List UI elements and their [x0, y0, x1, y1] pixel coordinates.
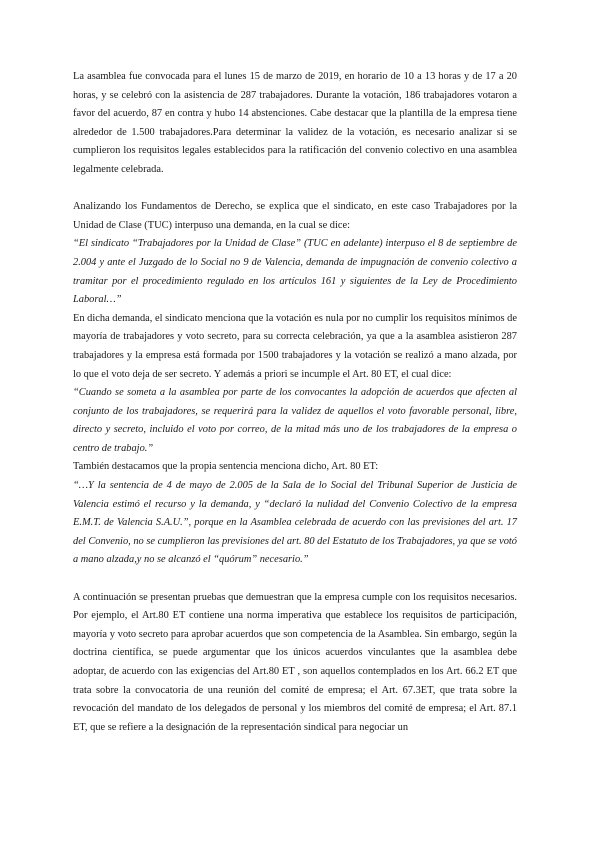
- quote-sentencia-tsj: “…Y la sentencia de 4 de mayo de 2.005 de la Sala de lo Social del Tribunal Superior de Justicia de Valencia estimó el recurso y la demanda, y “declaró la nulidad del Convenio Colectivo de la empresa E.M.T. de Valencia S.A.U.”, porque en la Asamblea celebrada de acuerdo con las previsiones del art. 17 del Convenio, no se cumplieron las previsiones del art. 80 del Estatuto de los Trabajadores, ya que se votó a mano alzada,y no se alcanzó el “quórum” necesario.”: [73, 480, 517, 566]
- paragraph-pruebas-empresa: A continuación se presentan pruebas que demuestran que la empresa cumple con los requisitos necesarios. Por ejemplo, el Art.80 ET contiene una norma imperativa que establece los requisitos de participación, mayoría y voto secreto para aprobar acuerdos que son competencia de la Asamblea. Sin embargo, según la doctrina científica, se puede argumentar que los únicos acuerdos vinculantes que la asamblea debe adoptar, de acuerdo con las exigencias del Art.80 ET , son aquellos contemplados en los Art. 66.2 ET que trata sobre la convocatoria de una reunión del comité de empresa; el Art. 67.3ET, que trata sobre la revocación del mandato de los delegados de personal y los miembros del comité de empresa; el Art. 87.1 ET, que se refiere a la designación de la representación sindical para negociar un: [73, 591, 517, 733]
- quote-art-80-et: “Cuando se someta a la asamblea por parte de los convocantes la adopción de acuerdos que afecten al conjunto de los trabajadores, se requerirá para la validez de aquellos el voto favorable personal, libre, directo y secreto, incluido el voto por correo, de la mitad más uno de los trabajadores de la empresa o centro de trabajo.”: [73, 387, 517, 454]
- paragraph-sentencia-menciona: También destacamos que la propia sentencia menciona dicho, Art. 80 ET:: [73, 461, 379, 473]
- paragraph-spacer: [73, 180, 517, 199]
- quote-demanda-tuc: “El sindicato “Trabajadores por la Unidad de Clase” (TUC en adelante) interpuso el 8 de septiembre de 2.004 y ante el Juzgado de lo Social no 9 de Valencia, demanda de impugnación de convenio colectivo a tramitar por el procedimiento regulado en los artículos 161 y siguientes de la Ley de Procedimiento Laboral…”: [73, 238, 517, 306]
- document-body: [73, 68, 517, 737]
- paragraph-asamblea-votacion: La asamblea fue convocada para el lunes 15 de marzo de 2019, en horario de 10 a 13 horas y de 17 a 20 horas, y se celebró con la asistencia de 287 trabajadores. Durante la votación, 186 trabajadores votaron a favor del acuerdo, 87 en contra y hubo 14 abstenciones. Cabe destacar que la plantilla de la empresa tiene alrededor de 1.500 trabajadores.Para determinar la validez de la votación, es necesario analizar si se cumplieron los requisitos legales establecidos para la ratificación del convenio colectivo en una asamblea legalmente celebrada.: [73, 71, 517, 175]
- paragraph-spacer: [73, 570, 517, 589]
- paragraph-demanda-nulidad: En dicha demanda, el sindicato menciona que la votación es nula por no cumplir los requisitos mínimos de mayoría de trabajadores y voto secreto, para su correcta celebración, ya que a la asamblea asistieron 287 trabajadores y la empresa está formada por 1500 trabajadores y la votación se realizó a mano alzada, por lo que el voto deja de ser secreto. Y además a priori se incumple el Art. 80 ET, el cual dice:: [73, 312, 517, 380]
- paragraph-fundamentos-derecho: Analizando los Fundamentos de Derecho, se explica que el sindicato, en este caso Trabajadores por la Unidad de Clase (TUC) interpuso una demanda, en la cual se dice:: [73, 201, 517, 231]
